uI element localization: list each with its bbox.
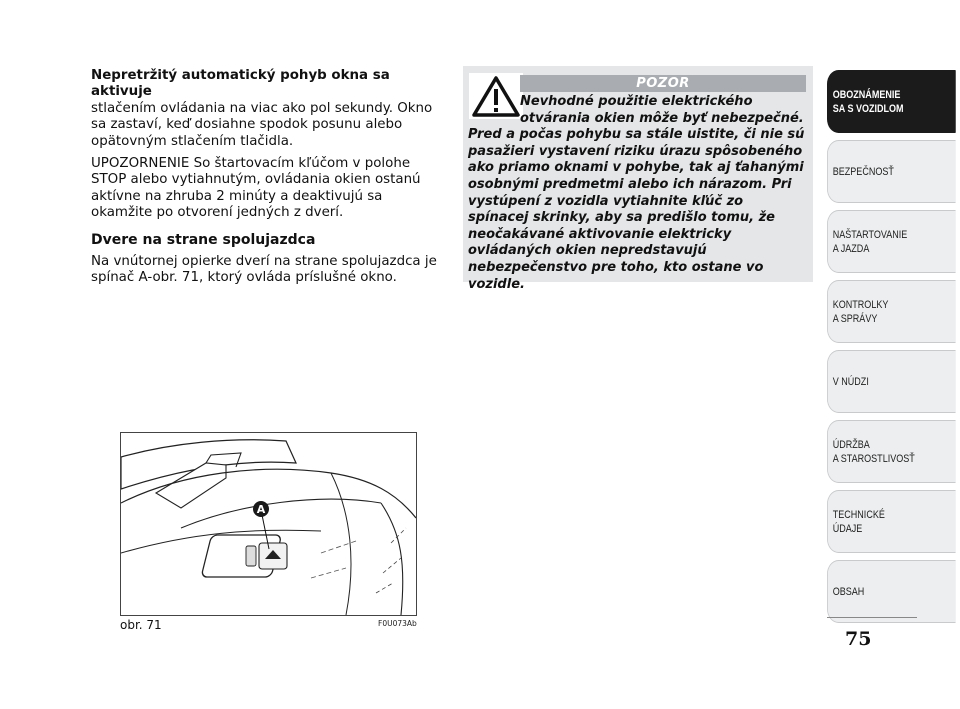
tab-obsah[interactable]	[827, 560, 956, 623]
tab-label: OBSAH	[832, 585, 865, 598]
tab-label: KONTROLKY	[832, 298, 889, 311]
tab-bezpecnost[interactable]	[827, 140, 956, 203]
warning-text	[468, 94, 808, 293]
figure-caption: obr. 71	[120, 618, 162, 632]
tab-label: NAŠTARTOVANIE	[832, 228, 908, 241]
tab-label: OBOZNÁMENIE	[832, 88, 901, 101]
paragraph-auto-window	[91, 68, 441, 150]
paragraph-body: stlačením ovládania na viac ako pol sekundy. Okno sa zastaví, keď dosiahne spodok posunu alebo opätovným stlačením tlačidla.	[91, 100, 433, 149]
paragraph-notice: UPOZORNENIE So štartovacím kľúčom v polohe STOP alebo vytiahnutým, ovládania okien ostanú aktívne na zhruba 2 minúty a deaktivujú sa okamžite po otvorení jedných z dverí.	[91, 156, 421, 221]
tab-kontrolky[interactable]	[827, 280, 956, 343]
tab-divider	[827, 617, 917, 618]
tab-label: BEZPEČNOSŤ	[832, 165, 894, 178]
section-tabs	[827, 70, 960, 630]
tab-nastartovanie[interactable]	[827, 210, 956, 273]
section-heading: Dvere na strane spolujazdca	[91, 231, 316, 248]
tab-label: A JAZDA	[832, 242, 870, 255]
tab-label: A SPRÁVY	[832, 312, 878, 325]
tab-label: SA S VOZIDLOM	[832, 102, 904, 115]
tab-label: ÚDAJE	[832, 522, 863, 535]
warning-box	[463, 66, 813, 292]
tab-label: TECHNICKÉ	[832, 508, 885, 521]
tab-label: A STAROSTLIVOSŤ	[832, 452, 915, 465]
page-number: 75	[845, 628, 872, 650]
door-switch-illustration	[121, 433, 416, 615]
tab-v-nudzi[interactable]	[827, 350, 956, 413]
tab-label: V NÚDZI	[832, 375, 869, 388]
warning-line-2: otvárania okien môže byť nebezpečné.	[520, 110, 804, 126]
tab-udrzba[interactable]	[827, 420, 956, 483]
left-text-column	[91, 68, 441, 293]
figure-code: F0U073Ab	[378, 619, 417, 628]
figure-door-switch	[120, 432, 417, 616]
callout-a-label: A	[256, 503, 266, 516]
warning-body: Pred a počas pohybu sa stále uistite, či nie sú pasažieri vystavení riziku úrazu spôsobeného ako priamo oknami v pohybe, tak aj ťahanými osobnými predmetmi alebo ich nárazom. Pri vystúpení z vozidla vytiahnite kľúč zo spínacej skrinky, aby sa predišlo tomu, že neočakávané aktivovanie elektricky ovládaných okien nepredstavujú nebezpečenstvo pre toho, kto ostane vo vozidle.	[468, 127, 805, 292]
warning-line-1: Nevhodné použitie elektrického	[520, 94, 753, 109]
tab-technicke-udaje[interactable]	[827, 490, 956, 553]
tab-oboznamenie[interactable]	[827, 70, 956, 133]
paragraph-lead: Nepretržitý automatický pohyb okna sa aktivuje	[91, 68, 390, 100]
paragraph-passenger-door: Na vnútornej opierke dverí na strane spolujazdca je spínač A-obr. 71, ktorý ovláda príslušné okno.	[91, 254, 437, 286]
warning-label: POZOR	[520, 75, 806, 92]
tab-label: ÚDRŽBA	[832, 438, 870, 451]
